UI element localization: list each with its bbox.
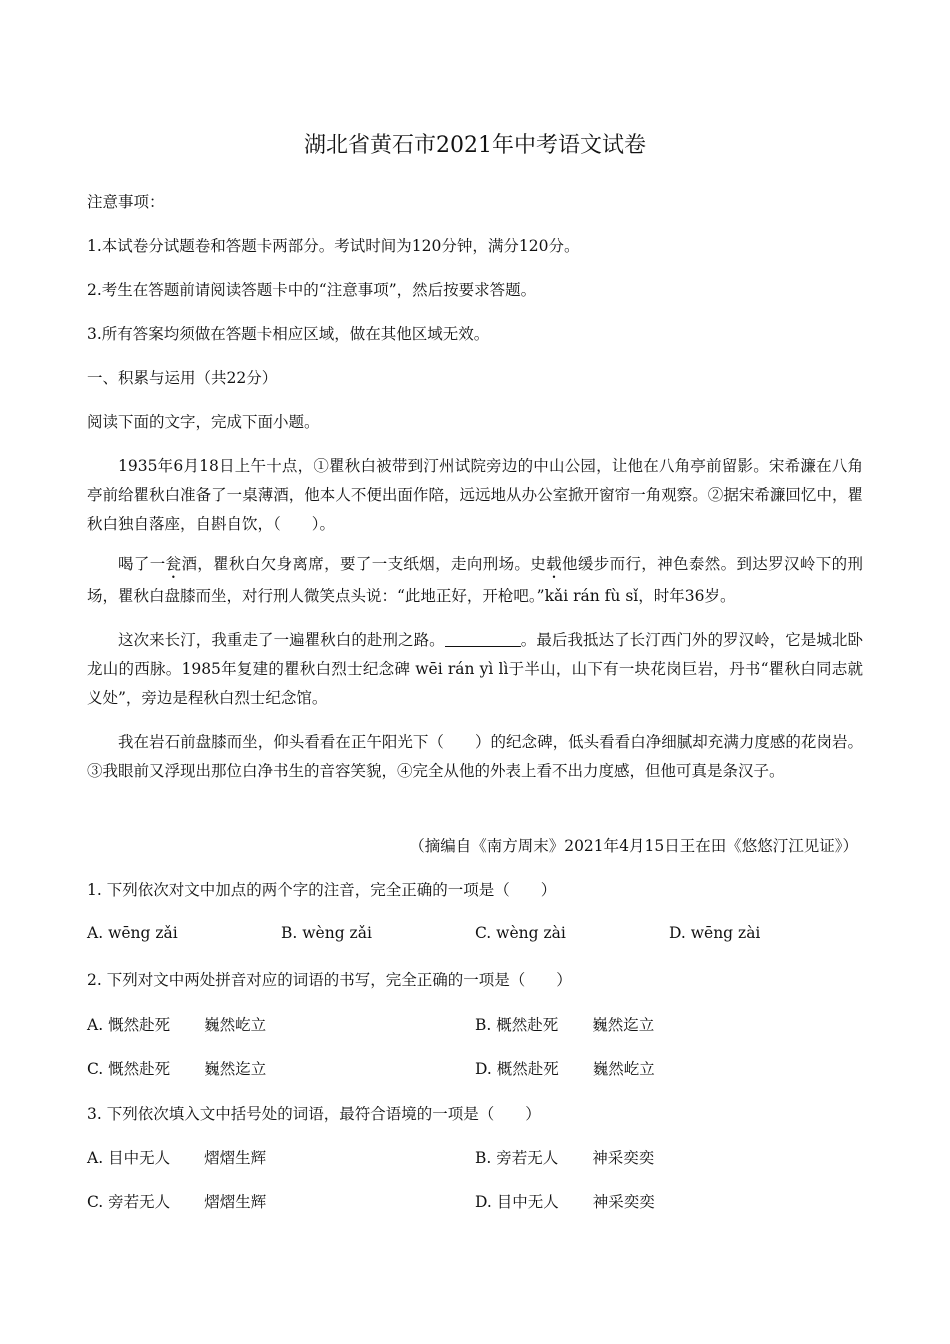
dotted-char-2: 载: [546, 555, 563, 573]
p3-text-a: 这次来长汀，我重走了一遍瞿秋白的赴刑之路。: [118, 631, 445, 649]
q1-option-c[interactable]: C. wèng zài: [475, 924, 566, 942]
q1-option-b[interactable]: B. wèng zǎi: [281, 924, 372, 942]
note-item-2: 2.考生在答题前请阅读答题卡中的“注意事项”，然后按要求答题。: [87, 281, 537, 299]
passage-paragraph-2: [87, 550, 863, 611]
q2-option-a[interactable]: A. 慨然赴死 巍然屹立: [87, 1016, 267, 1034]
p2-text-c: 他缓步而行，神色泰然。到达罗汉岭下的刑场，瞿秋白盘膝而坐，对行刑人微笑点头说：“此地正好，开枪吧。”kǎi rán fù sǐ，时年36岁。: [87, 555, 863, 605]
q2-option-b[interactable]: B. 概然赴死 巍然迄立: [475, 1016, 655, 1034]
passage-source: （摘编自《南方周末》2021年4月15日王在田《悠悠汀江见证》）: [409, 837, 858, 855]
note-item-1: 1.本试卷分试题卷和答题卡两部分。考试时间为120分钟，满分120分。: [87, 237, 580, 255]
note-item-3: 3.所有答案均须做在答题卡相应区域，做在其他区域无效。: [87, 325, 490, 343]
p3-text-b: 。最后我抵达了长汀西门外的罗汉岭，它是城北卧龙山的西脉。1985年复建的瞿秋白烈士纪念碑 wēi rán yì lì于半山，山下有一块花岗巨岩，丹书“瞿秋白同志就义处”，旁边是程秋白烈士纪念馆。: [87, 631, 863, 707]
q2-option-c[interactable]: C. 慨然赴死 巍然迄立: [87, 1060, 267, 1078]
passage-paragraph-3: [87, 626, 863, 713]
dotted-char-1: 瓮: [165, 555, 182, 573]
q3-option-b[interactable]: B. 旁若无人 神采奕奕: [475, 1149, 655, 1167]
page-title: 湖北省黄石市2021年中考语文试卷: [304, 133, 646, 158]
p2-text-a: 喝了一: [118, 555, 166, 573]
q3-option-d[interactable]: D. 目中无人 神采奕奕: [475, 1193, 655, 1211]
question-1-stem: 1. 下列依次对文中加点的两个字的注音，完全正确的一项是（ ）: [87, 881, 557, 899]
notes-heading: 注意事项：: [87, 193, 165, 211]
p2-text-b: 酒，瞿秋白欠身离席，要了一支纸烟，走向刑场。史: [181, 555, 547, 573]
passage-paragraph-4: 我在岩石前盘膝而坐，仰头看看在正午阳光下（ ）的纪念碑，低头看看白净细腻却充满力度感的花岗岩。③我眼前又浮现出那位白净书生的音容笑貌，④完全从他的外表上看不出力度感，但他可真是条汉子。: [87, 733, 863, 780]
question-2-stem: 2. 下列对文中两处拼音对应的词语的书写，完全正确的一项是（ ）: [87, 971, 572, 989]
passage-paragraph-1: 1935年6月18日上午十点，①瞿秋白被带到汀州试院旁边的中山公园，让他在八角亭前留影。宋希濂在八角亭前给瞿秋白准备了一桌薄酒，他本人不便出面作陪，远远地从办公室掀开窗帘一角观察。②据宋希濂回忆中，瞿秋白独自落座，自斟自饮，（ ）。: [87, 457, 863, 533]
fill-blank: [445, 630, 521, 647]
reading-instruction: 阅读下面的文字，完成下面小题。: [87, 413, 320, 431]
q3-option-c[interactable]: C. 旁若无人 熠熠生辉: [87, 1193, 267, 1211]
q3-option-a[interactable]: A. 目中无人 熠熠生辉: [87, 1149, 267, 1167]
question-3-stem: 3. 下列依次填入文中括号处的词语，最符合语境的一项是（ ）: [87, 1105, 541, 1123]
q2-option-d[interactable]: D. 概然赴死 巍然屹立: [475, 1060, 655, 1078]
q1-option-a[interactable]: A. wēng zǎi: [87, 924, 178, 942]
section-heading: 一、积累与运用（共22分）: [87, 369, 278, 387]
q1-option-d[interactable]: D. wēng zài: [669, 924, 761, 942]
